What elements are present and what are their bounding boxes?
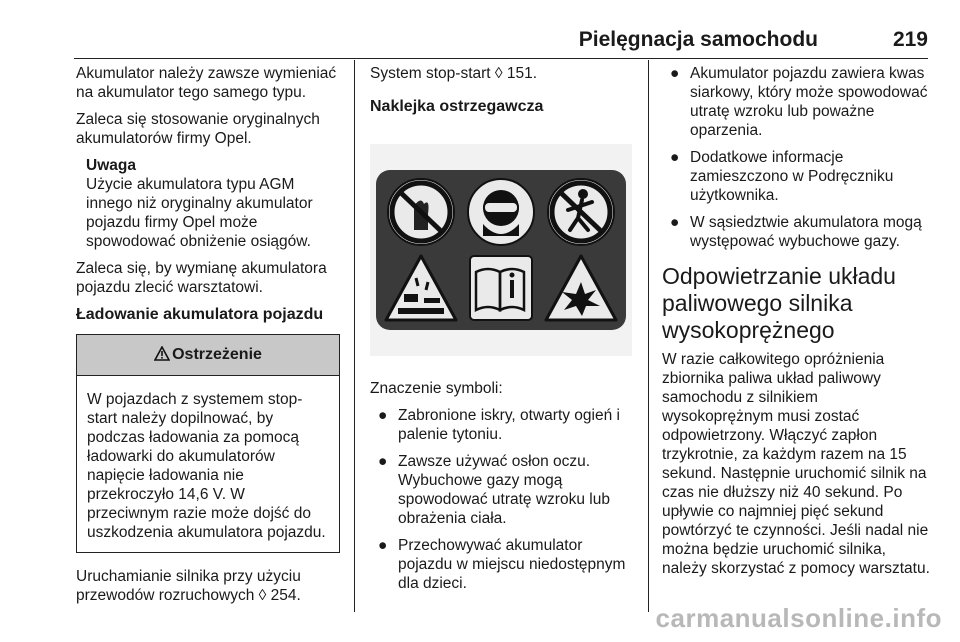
note-body: Użycie akumulatora typu AGM innego niż oryginalny akumulator pojazdu firmy Opel może spowodować obniżenie osiągów. xyxy=(86,176,313,250)
warning-box xyxy=(76,334,340,553)
symbols-intro: Znaczenie symboli: xyxy=(370,380,503,397)
section-heading-fuel-venting: Odpowietrzanie układu paliwowego silnika wysokoprężnego xyxy=(662,263,896,343)
warning-title: Ostrzeżenie xyxy=(172,346,262,363)
list-item xyxy=(370,406,632,444)
column-2 xyxy=(370,64,632,601)
symbols-list xyxy=(370,406,632,593)
read-manual-icon xyxy=(470,256,532,320)
column-divider-1 xyxy=(354,60,355,612)
list-item-text: Dodatkowe informacje zamieszczono w Podręczniku użytkownika. xyxy=(690,149,894,204)
paragraph-jump-start: Uruchamianie silnika przy użyciu przewodów rozruchowych ◊ 254. xyxy=(76,568,301,604)
no-flames-icon xyxy=(388,179,454,245)
bullet: ● xyxy=(378,453,388,470)
watermark: carmanualsonline.info xyxy=(655,603,942,633)
symbols-list-continued xyxy=(662,64,932,251)
column-1 xyxy=(76,64,344,613)
list-item-text: Zawsze używać osłon oczu. Wybuchowe gazy mogą spowodować utratę wzroku lub obrażenia ciała. xyxy=(398,453,610,527)
section-heading-charging: Ładowanie akumulatora pojazdu xyxy=(76,306,324,323)
warning-body: W pojazdach z systemem stop-start należy dopilnować, by podczas ładowania za pomocą ładowarki do akumulatorów napięcie ładowania nie przekroczyło 14,6 V. W przeciwnym razie może dojść do uszkodzenia akumulatora pojazdu. xyxy=(87,391,326,541)
list-item-text: Przechowywać akumulator pojazdu w miejscu niedostępnym dla dzieci. xyxy=(398,537,626,592)
list-item xyxy=(662,64,932,140)
bullet: ● xyxy=(378,407,388,424)
bullet: ● xyxy=(378,537,388,554)
battery-warning-sticker xyxy=(370,144,632,356)
warning-header xyxy=(77,335,339,376)
column-3 xyxy=(662,64,932,586)
header-rule xyxy=(74,58,928,59)
section-heading-sticker: Naklejka ostrzegawcza xyxy=(370,98,544,115)
page-number: 219 xyxy=(892,28,928,51)
chapter-title: Pielęgnacja samochodu xyxy=(578,28,818,51)
list-item-text: Akumulator pojazdu zawiera kwas siarkowy, który może spowodować utratę wzroku lub poważne oparzenia. xyxy=(690,65,928,139)
page-header xyxy=(74,22,928,52)
list-item-text: Zabronione iskry, otwarty ogień i palenie tytoniu. xyxy=(398,407,620,443)
bullet: ● xyxy=(670,214,680,231)
warning-triangle-icon xyxy=(154,346,170,361)
paragraph-fuel-venting: W razie całkowitego opróżnienia zbiornika paliwa układ paliwowy samochodu z silnikiem wysokoprężnym musi zostać odpowietrzony. Włączyć zapłon trzykrotnie, za każdym razem na 15 sekund. Następnie uruchomić silnik na czas nie dłuższy niż 40 sekund. Po upływie co najmniej pięć sekund powtórzyć te czynności. Jeśli nadal nie można będzie uruchomić silnika, należy skorzystać z pomocy warsztatu. xyxy=(662,351,930,577)
eye-protection-icon xyxy=(468,179,534,245)
list-item-text: W sąsiedztwie akumulatora mogą występować wybuchowe gazy. xyxy=(690,214,922,250)
paragraph-workshop: Zaleca się, by wymianę akumulatora pojazdu zlecić warsztatowi. xyxy=(76,260,327,296)
note-block xyxy=(86,156,344,251)
bullet: ● xyxy=(670,149,680,166)
paragraph-original-batteries: Zaleca się stosowanie oryginalnych akumulatorów firmy Opel. xyxy=(76,111,320,147)
list-item xyxy=(662,213,932,251)
note-title: Uwaga xyxy=(86,157,136,174)
paragraph-stop-start-ref: System stop-start ◊ 151. xyxy=(370,65,538,82)
bullet: ● xyxy=(670,65,680,82)
paragraph-battery-replace: Akumulator należy zawsze wymieniać na akumulator tego samego typu. xyxy=(76,65,337,101)
list-item xyxy=(370,536,632,593)
list-item xyxy=(662,148,932,205)
column-divider-2 xyxy=(648,60,649,612)
list-item xyxy=(370,452,632,528)
keep-away-children-icon xyxy=(548,179,614,245)
